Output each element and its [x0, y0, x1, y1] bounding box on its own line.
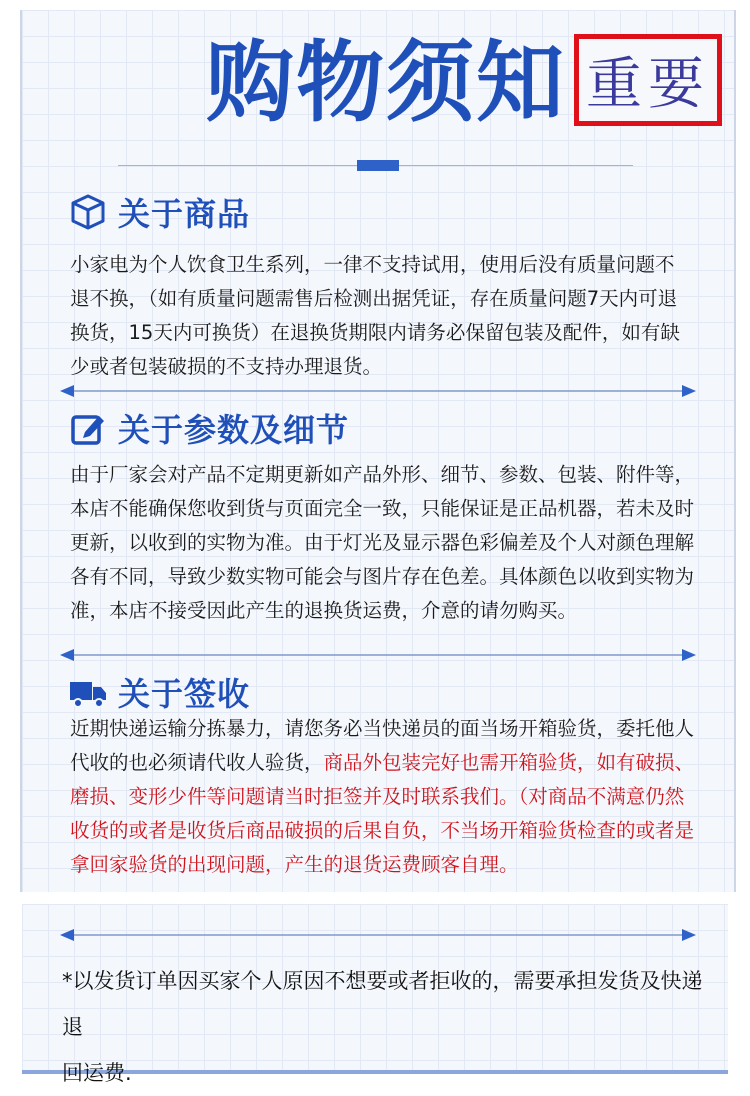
important-badge-label: 重要 — [586, 52, 710, 117]
section-title-delivery — [68, 670, 250, 714]
body-line: 少或者包装破损的不支持办理退货。 — [70, 355, 383, 378]
section-title-label: 关于参数及细节 — [118, 411, 350, 449]
body-text: 近期快递运输分拣暴力，请您务必当快递员的面当场开箱验货，委托他人 代收的也必须请代收人验货， — [70, 717, 695, 774]
section-title-label: 关于商品 — [118, 195, 251, 233]
section-body-product — [70, 248, 720, 384]
title-divider-accent — [357, 160, 399, 171]
body-line: 小家电为个人饮食卫生系列，一律不支持试用，使用后没有质量问题不 — [70, 253, 675, 276]
section-title-product — [68, 190, 250, 234]
section-body-params — [70, 458, 720, 628]
body-line: 更新，以收到的实物为准。由于灯光及显示器色彩偏差及个人对颜色理解 — [70, 531, 695, 554]
section-title-label: 关于签收 — [118, 675, 251, 713]
box-icon — [68, 192, 108, 232]
note-line: *以发货订单因买家个人原因不想要或者拒收的，需要承担发货及快递退 — [62, 969, 703, 1039]
double-arrow-divider — [60, 648, 696, 662]
section-title-params — [68, 406, 349, 450]
note-line: 回运费. — [62, 1061, 132, 1085]
body-line: 由于厂家会对产品不定期更新如产品外形、细节、参数、包装、附件等， — [70, 463, 695, 486]
body-line: 准，本店不接受因此产生的退换货运费，介意的请勿购买。 — [70, 599, 578, 622]
body-line: 换货，15天内可换货）在退换货期限内请务必保留包装及配件，如有缺 — [70, 321, 680, 344]
important-badge — [574, 34, 722, 126]
double-arrow-divider — [60, 384, 696, 398]
edit-icon — [68, 408, 108, 448]
body-line: 退不换，（如有质量问题需售后检测出据凭证，存在质量问题7天内可退 — [70, 287, 678, 310]
return-shipping-note — [62, 958, 722, 1096]
body-line: 各有不同，导致少数实物可能会与图片存在色差。具体颜色以收到实物为 — [70, 565, 695, 588]
body-line: 本店不能确保您收到货与页面完全一致，只能保证是正品机器，若未及时 — [70, 497, 695, 520]
truck-icon — [68, 672, 108, 712]
body-text-warning: 商品外包装完好也需开箱验货，如有破损、 磨损、变形少件等问题请当时拒签并及时联系我们。（对商品不满意仍然 收货的或者是收货后商品破损的后果自负，不当场开箱验货检查的或者是 拿回家验货的出现问题，产生的退货运费顾客自理。 — [70, 751, 695, 876]
page-title: 购物须知 — [206, 31, 567, 134]
section-body-delivery — [70, 712, 720, 882]
double-arrow-divider — [60, 928, 696, 942]
